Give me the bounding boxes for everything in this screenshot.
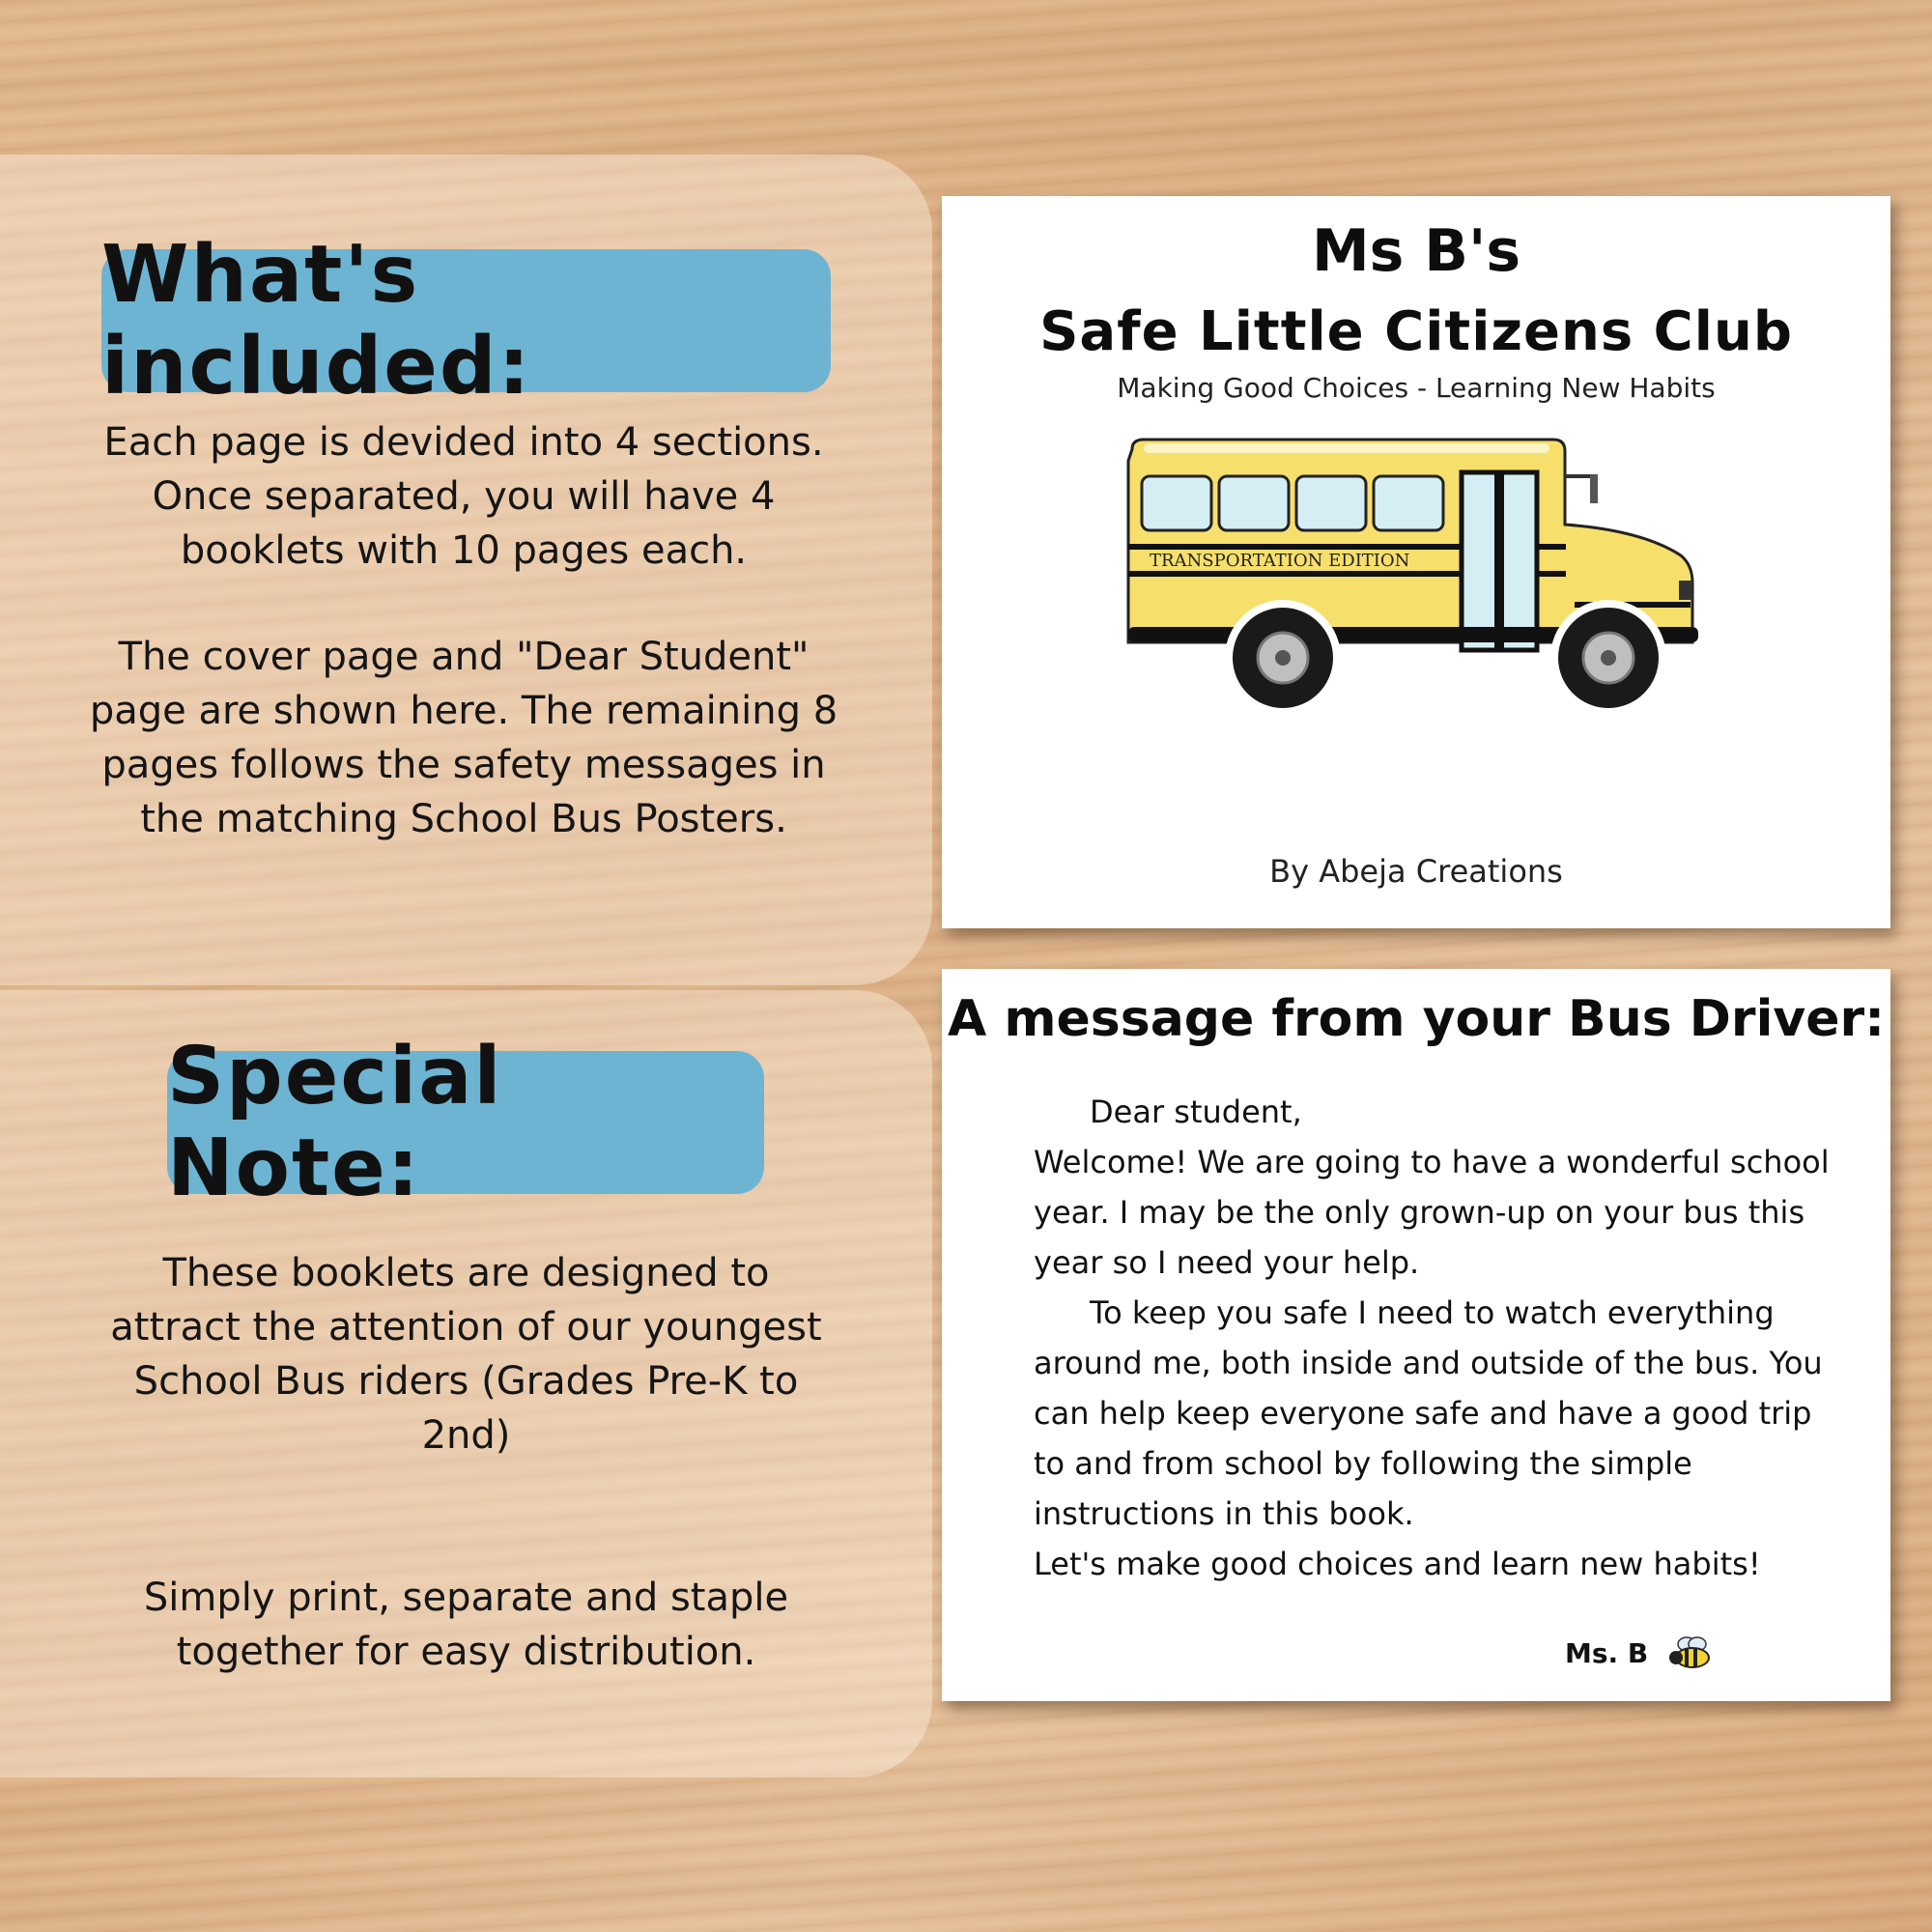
message-closing: Let's make good choices and learn new habits! bbox=[1034, 1546, 1761, 1582]
bus-side-label: TRANSPORTATION EDITION bbox=[1150, 551, 1410, 571]
booklet-cover-page bbox=[942, 196, 1890, 928]
cover-title-line-2: Safe Little Citizens Club bbox=[1039, 300, 1793, 363]
cover-title-line-1: Ms B's bbox=[1311, 217, 1521, 285]
message-paragraph-2: To keep you safe I need to watch everything around me, both inside and outside of the bus. You can help keep everyone safe and have a good trip to and from school by following the simple instructions in this book. bbox=[1034, 1294, 1823, 1532]
signature-name: Ms. B bbox=[1565, 1636, 1649, 1669]
message-paragraph-1: Welcome! We are going to have a wonderful school year. I may be the only grown-up on your bus this year so I need your help. bbox=[1034, 1144, 1830, 1281]
message-body bbox=[1034, 1087, 1835, 1589]
cover-byline: By Abeja Creations bbox=[1269, 853, 1563, 890]
bus-rear-wheel bbox=[1233, 608, 1333, 708]
message-greeting: Dear student, bbox=[1090, 1094, 1302, 1130]
signature bbox=[1565, 1634, 1716, 1672]
included-paragraph-2: The cover page and "Dear Student" page are shown here. The remaining 8 pages follows the safety messages in the matching School Bus Posters. bbox=[89, 635, 838, 841]
dear-student-page bbox=[942, 969, 1890, 1701]
note-paragraph-2: Simply print, separate and staple together for easy distribution. bbox=[143, 1576, 789, 1674]
cover-subtitle: Making Good Choices - Learning New Habits bbox=[1117, 372, 1716, 404]
included-paragraph-1: Each page is devided into 4 sections. Once separated, you will have 4 booklets with 10 pages each. bbox=[103, 420, 824, 573]
bee-icon bbox=[1667, 1634, 1716, 1672]
special-note-heading: Special Note: bbox=[167, 1051, 764, 1194]
bus-front-wheel bbox=[1558, 608, 1659, 708]
school-bus-illustration bbox=[1121, 438, 1705, 727]
whats-included-heading: What's included: bbox=[101, 249, 831, 392]
note-paragraph-1: These booklets are designed to attract the attention of our youngest School Bus riders (Grades Pre-K to 2nd) bbox=[110, 1251, 822, 1458]
message-title: A message from your Bus Driver: bbox=[948, 990, 1885, 1048]
